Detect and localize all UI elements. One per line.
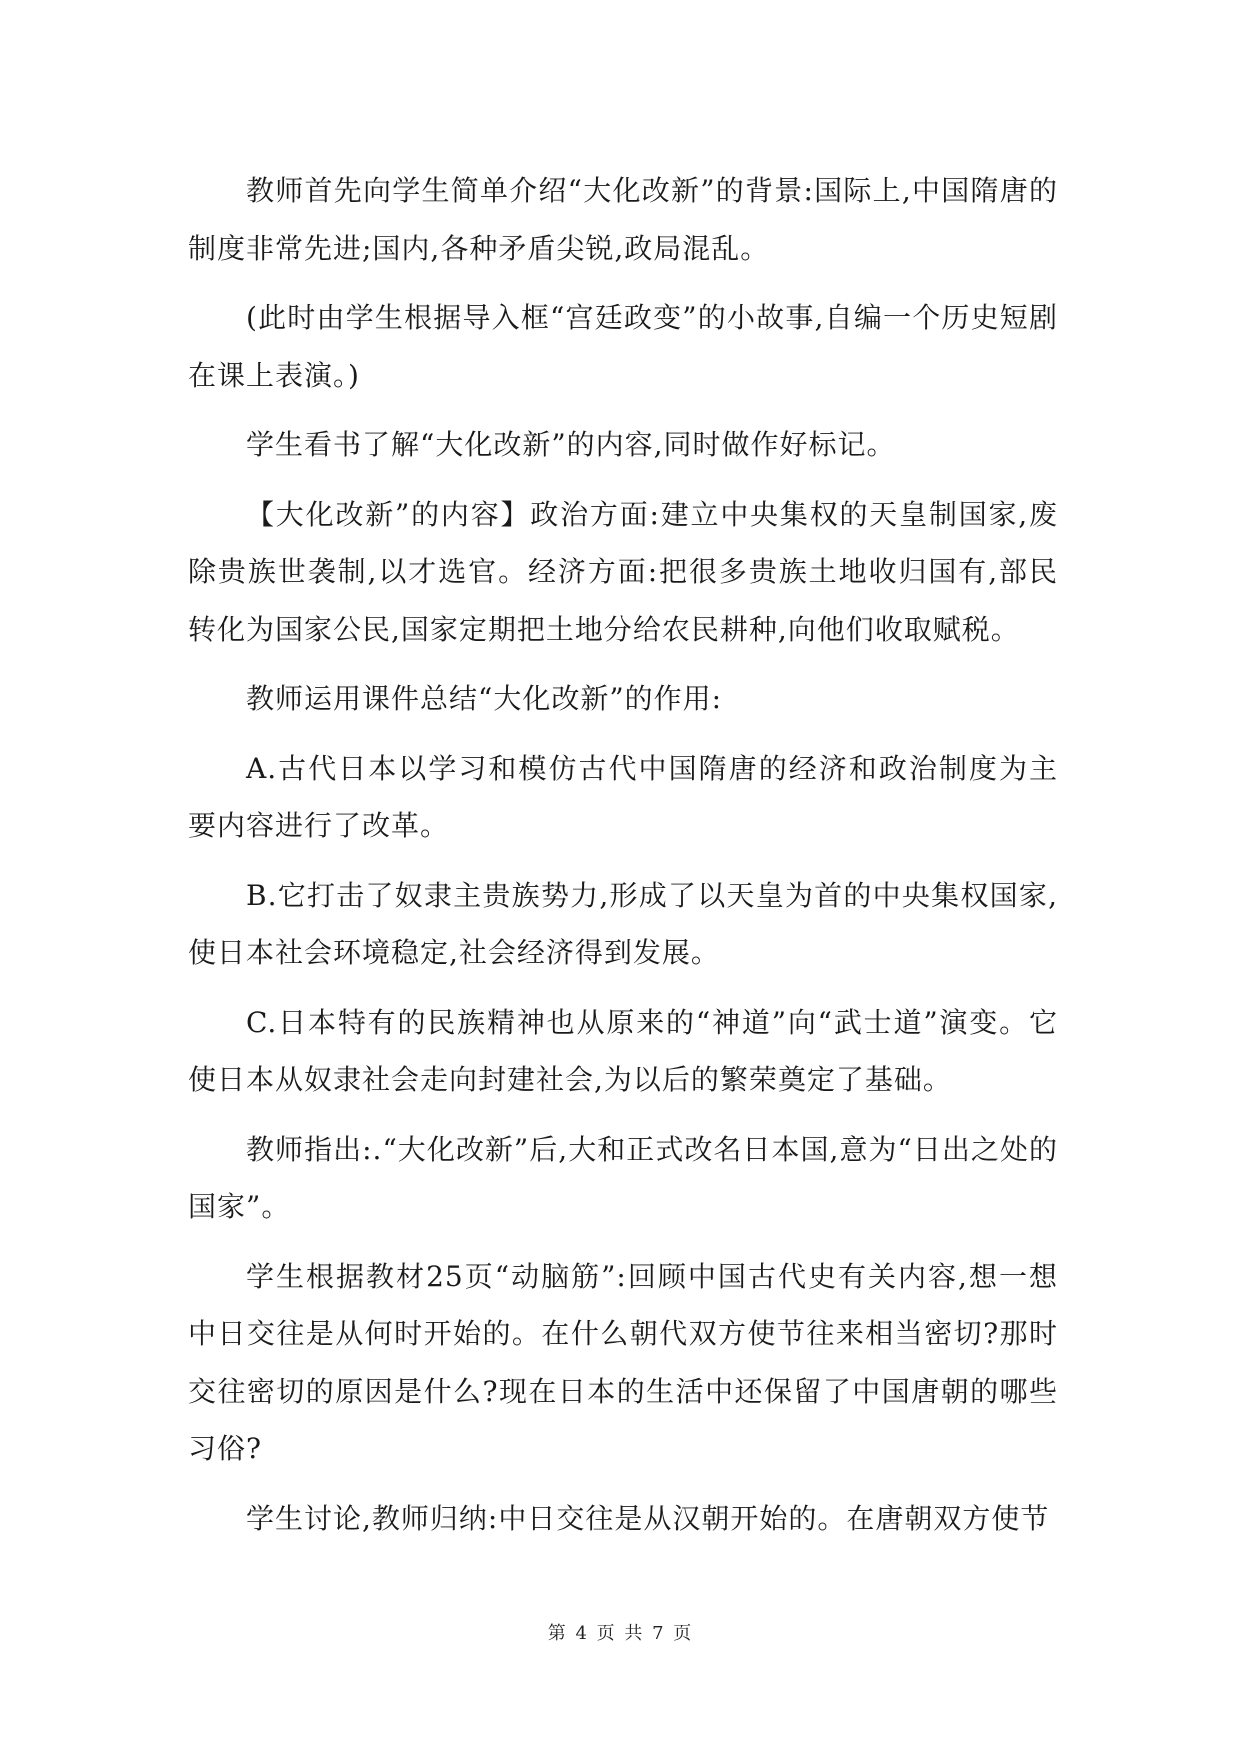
- paragraph-point-a: A.古代日本以学习和模仿古代中国隋唐的经济和政治制度为主要内容进行了改革。: [188, 751, 1058, 842]
- page-number-footer: 第 4 页 共 7 页: [547, 1623, 694, 1644]
- paragraph-reform-content: 【大化改新”的内容】政治方面:建立中央集权的天皇制国家,废除贵族世袭制,以才选官。经济方面:把很多贵族土地收归国有,部民转化为国家公民,国家定期把土地分给农民耕种,向他们收取赋税。: [188, 497, 1058, 646]
- paragraph-textbook-question: 学生根据教材25页“动脑筋”:回顾中国古代史有关内容,想一想中日交往是从何时开始的。在什么朝代双方使节往来相当密切?那时交往密切的原因是什么?现在日本的生活中还保留了中国唐朝的哪些习俗?: [188, 1259, 1058, 1465]
- paragraph-reading: 学生看书了解“大化改新”的内容,同时做作好标记。: [246, 428, 896, 461]
- paragraph-background: 教师首先向学生简单介绍“大化改新”的背景:国际上,中国隋唐的制度非常先进;国内,各种矛盾尖锐,政局混乱。: [188, 174, 1058, 265]
- paragraph-summary-intro: 教师运用课件总结“大化改新”的作用:: [246, 682, 723, 715]
- paragraph-discussion: 学生讨论,教师归纳:中日交往是从汉朝开始的。在唐朝双方使节: [246, 1501, 1050, 1535]
- document-body: [188, 162, 1058, 1547]
- paragraph-japan-name: 教师指出:.“大化改新”后,大和正式改名日本国,意为“日出之处的国家”。: [188, 1132, 1058, 1223]
- paragraph-drama-note: (此时由学生根据导入框“宫廷政变”的小故事,自编一个历史短剧在课上表演。): [188, 301, 1058, 392]
- paragraph-point-b: B.它打击了奴隶主贵族势力,形成了以天皇为首的中央集权国家,使日本社会环境稳定,社会经济得到发展。: [188, 878, 1058, 969]
- paragraph-point-c: C.日本特有的民族精神也从原来的“神道”向“武士道”演变。它使日本从奴隶社会走向封建社会,为以后的繁荣奠定了基础。: [188, 1005, 1058, 1096]
